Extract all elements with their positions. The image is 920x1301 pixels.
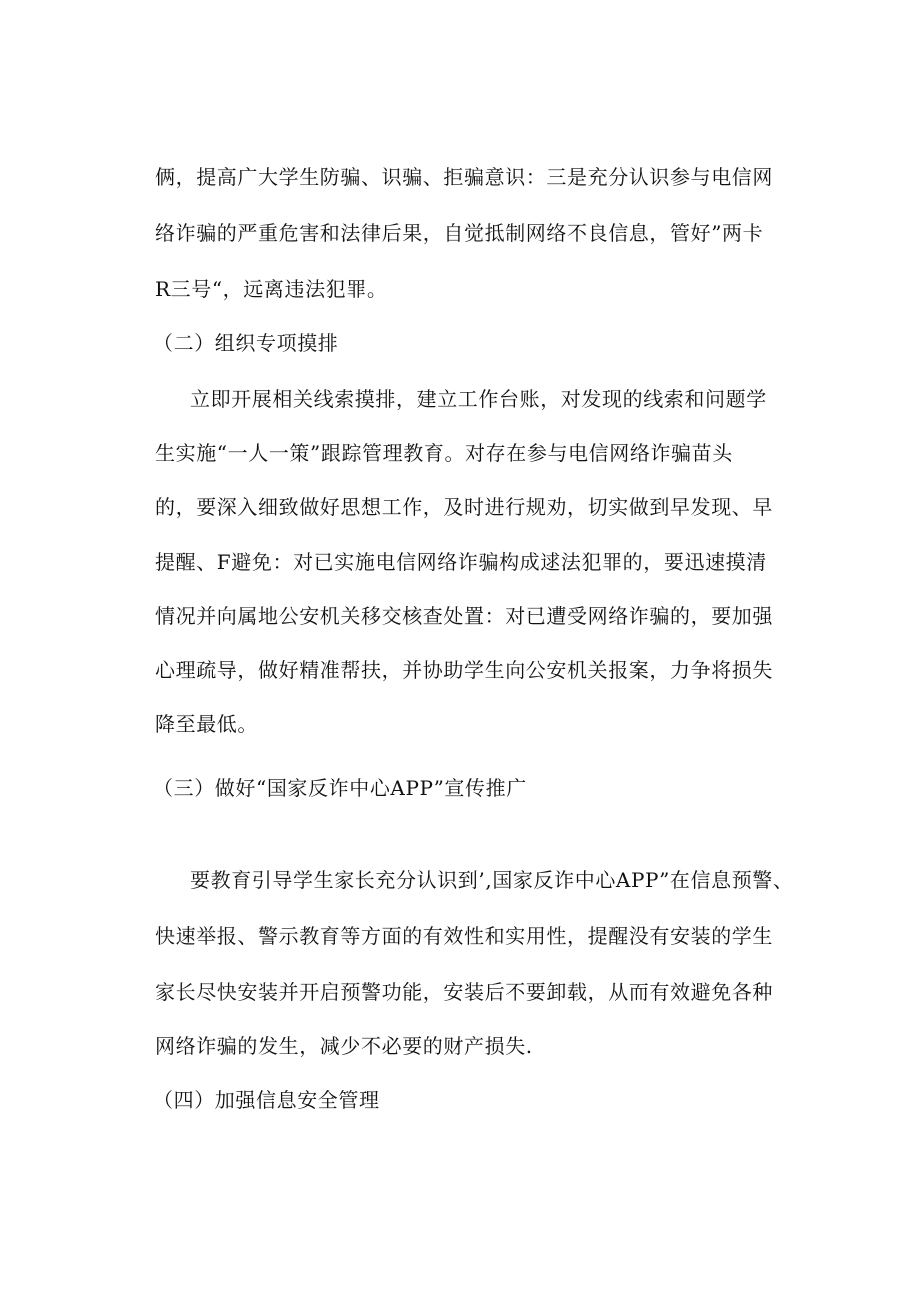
section-2-line-1: 立即开展相关线索摸排，建立工作台账，对发现的线索和问题学	[190, 387, 767, 411]
section-3-line-3: 家长尽快安装并开启预警功能，安装后不要卸载，从而有效避免各种	[155, 980, 773, 1004]
section-2-line-6: 心理疏导，做好精准帮扶，并协助学生向公安机关报案，力争将损失	[155, 658, 773, 682]
section-3-heading: （三）做好“国家反诈中心APP”宣传推广	[153, 776, 527, 800]
section-4-heading: （四）加强信息安全管理	[153, 1088, 380, 1112]
intro-line-1: 俩，提高广大学生防骗、识骗、拒骗意识：三是充分认识参与电信网	[155, 165, 773, 189]
section-2-line-2: 生实施“一人一策”跟踪管理教育。对存在参与电信网络诈骗苗头	[155, 441, 733, 465]
intro-line-2: 络诈骗的严重危害和法律后果，自觉抵制网络不良信息，管好”两卡	[155, 221, 764, 245]
section-3-line-4: 网络诈骗的发生，减少不必要的财产损失.	[155, 1034, 533, 1058]
section-2-line-3: 的，要深入细致做好思想工作，及时进行规劝，切实做到早发现、早	[155, 495, 773, 519]
section-3-line-1: 要教育引导学生家长充分认识到’,国家反诈中心APP”在信息预警、	[190, 868, 794, 892]
section-3-line-2: 快速举报、警示教育等方面的有效性和实用性，提醒没有安装的学生	[155, 924, 773, 948]
section-2-line-7: 降至最低。	[155, 712, 258, 736]
section-2-heading: （二）组织专项摸排	[153, 331, 339, 355]
section-2-line-5: 情况并向属地公安机关移交核查处置：对已遭受网络诈骗的，要加强	[155, 604, 773, 628]
section-2-line-4: 提醒、F避免：对已实施电信网络诈骗构成逑法犯罪的，要迅速摸清	[155, 550, 767, 574]
intro-line-3: R三号“，远离违法犯罪。	[155, 277, 388, 301]
